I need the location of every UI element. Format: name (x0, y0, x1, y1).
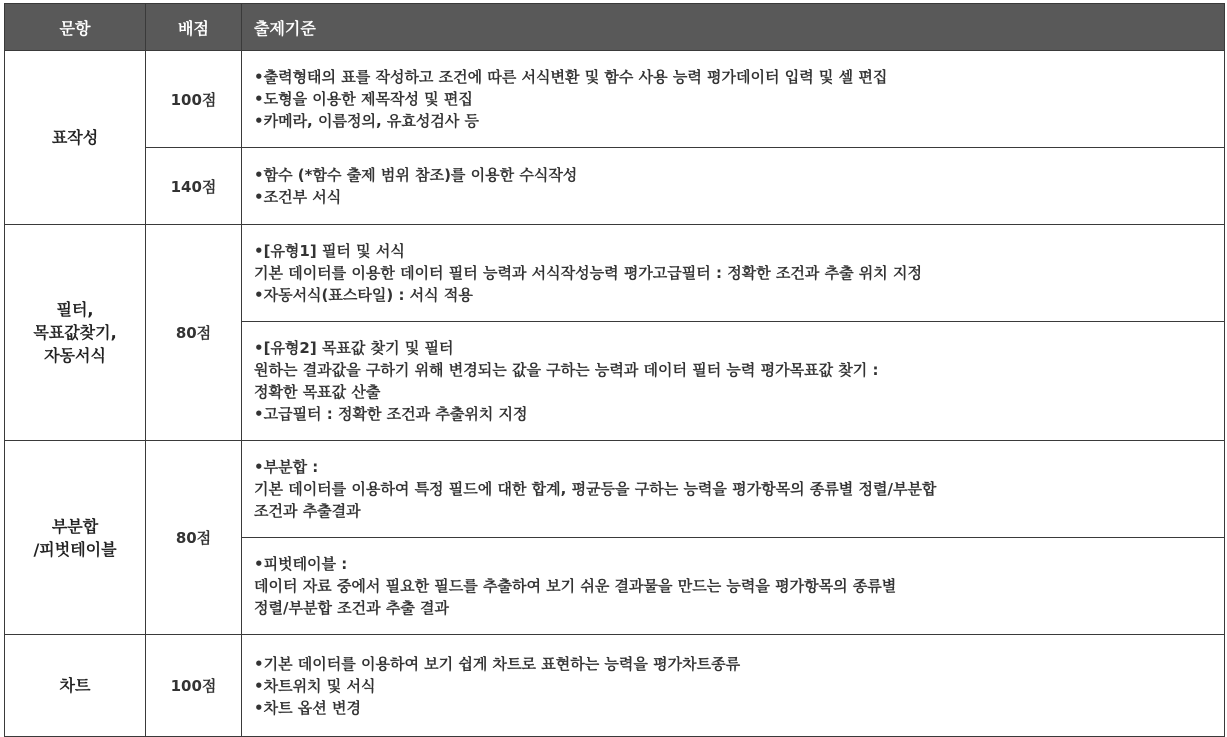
item-name-cell (5, 51, 146, 225)
score-cell: 100점 (146, 635, 242, 737)
criteria-line: 원하는 결과값을 구하기 위해 변경되는 값을 구하는 능력과 데이터 필터 능력 평가목표값 찾기 : (254, 361, 879, 379)
exam-criteria-table-wrapper (4, 3, 1225, 737)
criteria-line: •피벗테이블 : (254, 555, 348, 573)
criteria-line: •자동서식(표스타일) : 서식 적용 (254, 286, 473, 304)
item-name-line: 표작성 (51, 128, 99, 147)
criteria-line: 데이터 자료 중에서 필요한 필드를 추출하여 보기 쉬운 결과물을 만드는 능력을 평가항목의 종류별 (254, 577, 897, 595)
exam-criteria-table (4, 3, 1225, 737)
item-name-line: 자동서식 (44, 346, 106, 365)
criteria-line: 기본 데이터를 이용한 데이터 필터 능력과 서식작성능력 평가고급필터 : 정확한 조건과 추출 위치 지정 (254, 264, 922, 282)
criteria-line: •출력형태의 표를 작성하고 조건에 따른 서식변환 및 함수 사용 능력 평가데이터 입력 및 셀 편집 (254, 68, 888, 86)
item-name-cell (5, 441, 146, 635)
header-score: 배점 (146, 4, 242, 51)
criteria-line: •차트위치 및 서식 (254, 676, 376, 695)
item-name-line: 필터, (56, 300, 94, 319)
score-cell: 80점 (146, 225, 242, 441)
criteria-cell (242, 148, 1225, 225)
table-row (5, 148, 1225, 225)
table-row (5, 51, 1225, 148)
criteria-line: 정렬/부분합 조건과 추출 결과 (254, 599, 450, 617)
criteria-line: •[유형1] 필터 및 서식 (254, 242, 405, 260)
criteria-line: •함수 (*함수 출제 범위 참조)를 이용한 수식작성 (254, 166, 578, 184)
criteria-line: •[유형2] 목표값 찾기 및 필터 (254, 339, 454, 357)
score-cell: 140점 (146, 148, 242, 225)
criteria-line: •기본 데이터를 이용하여 보기 쉽게 차트로 표현하는 능력을 평가차트종류 (254, 654, 741, 673)
criteria-line: •카메라, 이름정의, 유효성검사 등 (254, 112, 480, 130)
item-name-cell (5, 635, 146, 737)
criteria-line: •차트 옵션 변경 (254, 698, 361, 717)
criteria-line: 기본 데이터를 이용하여 특정 필드에 대한 합계, 평균등을 구하는 능력을 평가항목의 종류별 정렬/부분합 (254, 480, 937, 498)
criteria-cell (242, 51, 1225, 148)
item-name-cell (5, 225, 146, 441)
header-item: 문항 (5, 4, 146, 51)
item-name-line: /피벗테이블 (33, 539, 117, 559)
table-row (5, 635, 1225, 737)
score-cell: 80점 (146, 441, 242, 635)
table-row (5, 225, 1225, 322)
table-row (5, 441, 1225, 538)
criteria-line: •도형을 이용한 제목작성 및 편집 (254, 90, 473, 108)
item-name-line: 목표값찾기, (33, 323, 117, 342)
criteria-line: •고급필터 : 정확한 조건과 추출위치 지정 (254, 405, 528, 423)
header-criteria: 출제기준 (242, 4, 1225, 51)
header-row (5, 4, 1225, 51)
criteria-line: 조건과 추출결과 (254, 502, 361, 520)
criteria-cell (242, 441, 1225, 538)
criteria-cell (242, 225, 1225, 322)
criteria-cell (242, 635, 1225, 737)
criteria-cell (242, 538, 1225, 635)
item-name-line: 차트 (59, 676, 91, 695)
criteria-line: 정확한 목표값 산출 (254, 383, 381, 401)
criteria-line: •조건부 서식 (254, 188, 342, 206)
score-cell: 100점 (146, 51, 242, 148)
criteria-cell (242, 322, 1225, 441)
item-name-line: 부분합 (51, 516, 99, 536)
criteria-line: •부분합 : (254, 458, 319, 476)
